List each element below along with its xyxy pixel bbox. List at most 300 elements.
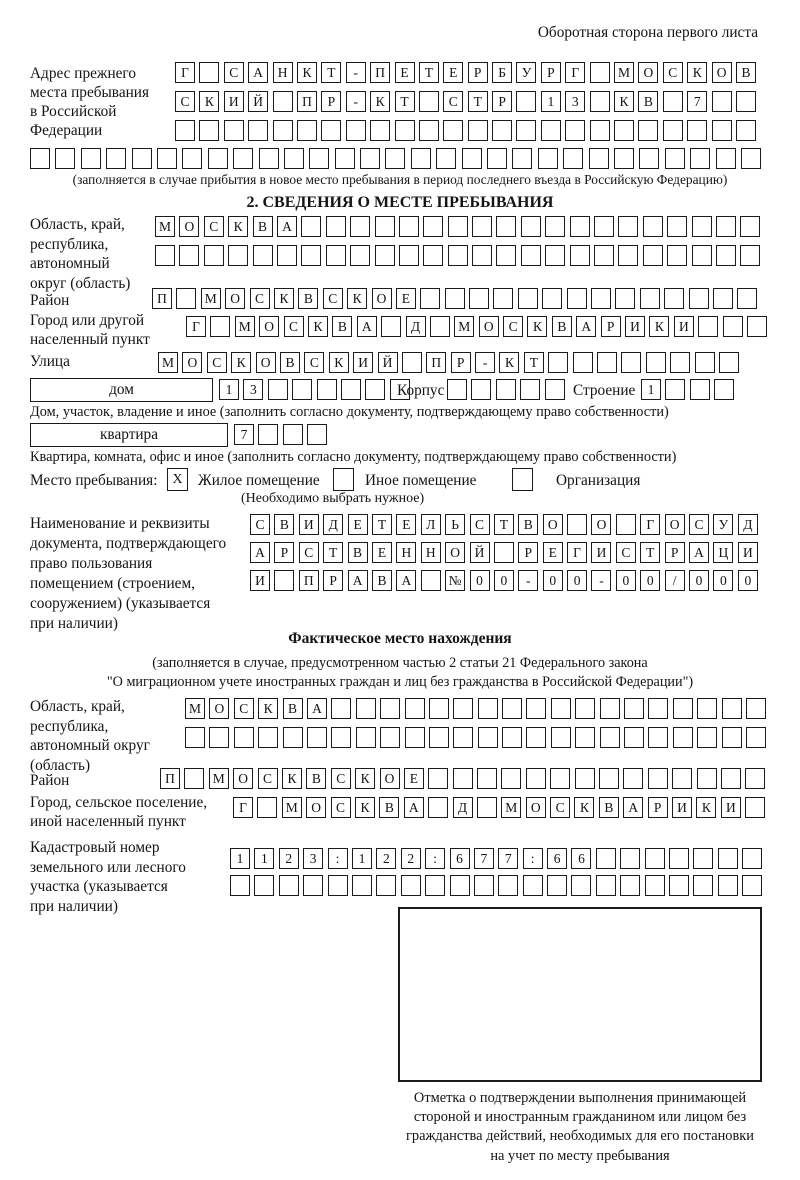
char-box [230,875,250,896]
char-box: О [665,514,685,535]
char-box: Д [406,316,426,337]
char-box: 6 [571,848,591,869]
char-box: С [443,91,463,112]
region2-row-1 [185,698,770,720]
char-box: М [235,316,255,337]
char-box: М [282,797,302,818]
char-box [81,148,101,169]
city-row [186,316,771,338]
char-box: С [331,797,351,818]
char-box [429,727,449,748]
char-box: О [209,698,229,719]
char-box: С [258,768,278,789]
char-box: Г [567,542,587,563]
char-box: С [250,514,270,535]
char-box: К [347,288,367,309]
organization-label: Организация [556,472,641,489]
cadastral-row-1 [230,848,767,870]
char-box [447,379,467,400]
char-box [589,148,609,169]
char-box: К [614,91,634,112]
char-box: 1 [219,379,239,400]
char-box [718,848,738,869]
char-box [448,245,468,266]
char-box: К [355,768,375,789]
char-box: 0 [640,570,660,591]
char-box: А [404,797,424,818]
char-box [697,727,717,748]
char-box [665,148,685,169]
char-box: Ь [445,514,465,535]
char-box [445,288,465,309]
char-box: А [277,216,297,237]
char-box: С [323,288,343,309]
char-box [423,216,443,237]
char-box [331,698,351,719]
char-box [616,514,636,535]
char-box: П [152,288,172,309]
char-box: Т [640,542,660,563]
char-box: О [591,514,611,535]
char-box: П [370,62,390,83]
char-box [742,875,762,896]
char-box [663,120,683,141]
char-box [567,514,587,535]
char-box: А [307,698,327,719]
char-box [590,120,610,141]
char-box [526,768,546,789]
char-box [472,216,492,237]
char-box [575,768,595,789]
char-box [526,727,546,748]
char-box [326,245,346,266]
char-box [736,91,756,112]
organization-checkbox [512,468,533,491]
char-box: К [199,91,219,112]
char-box [179,245,199,266]
char-box [716,148,736,169]
street-label: Улица [30,353,70,370]
char-box: Н [421,542,441,563]
char-box [381,316,401,337]
char-box: Д [453,797,473,818]
char-box: Б [492,62,512,83]
char-box [618,216,638,237]
char-box: С [503,316,523,337]
char-box [736,120,756,141]
char-box: В [306,768,326,789]
region-label: Область, край, республика, автономный округ (область) [30,216,131,292]
char-box [258,727,278,748]
char-box [283,727,303,748]
char-box [185,727,205,748]
char-box: В [379,797,399,818]
char-box [317,379,337,400]
char-box [667,245,687,266]
char-box: 1 [230,848,250,869]
char-box [614,120,634,141]
char-box [521,245,541,266]
char-box [575,698,595,719]
char-box [643,216,663,237]
residential-label: Жилое помещение [198,472,320,489]
char-box [184,768,204,789]
char-box [538,148,558,169]
char-box [719,352,739,373]
char-box [521,216,541,237]
char-box: И [250,570,270,591]
char-box: Н [273,62,293,83]
char-box: 3 [243,379,263,400]
district-row [152,288,762,310]
char-box: П [160,768,180,789]
char-box: М [454,316,474,337]
char-box: Т [494,514,514,535]
char-box: 2 [376,848,396,869]
char-box [303,875,323,896]
char-box [667,216,687,237]
char-box [450,875,470,896]
char-box [673,698,693,719]
char-box [199,120,219,141]
char-box [228,245,248,266]
char-box [175,120,195,141]
char-box [346,120,366,141]
char-box: 1 [254,848,274,869]
char-box: М [209,768,229,789]
prev-address-row-2 [175,91,760,113]
char-box [639,148,659,169]
char-box [670,352,690,373]
char-box [30,148,50,169]
apartment-number-row [234,424,332,446]
actual-location-heading: Фактическое место нахождения [288,630,512,647]
char-box: 6 [547,848,567,869]
char-box [425,875,445,896]
char-box: М [614,62,634,83]
char-box [623,768,643,789]
char-box [501,768,521,789]
char-box [279,875,299,896]
char-box: И [625,316,645,337]
char-box [248,120,268,141]
char-box [106,148,126,169]
char-box [380,727,400,748]
char-box: 3 [303,848,323,869]
char-box [224,120,244,141]
char-box: Р [274,542,294,563]
char-box: Г [640,514,660,535]
char-box [292,379,312,400]
char-box: Т [524,352,544,373]
char-box [405,698,425,719]
prev-address-row-4 [30,148,766,170]
char-box: С [616,542,636,563]
char-box: Л [421,514,441,535]
actual-location-caption-1: (заполняется в случае, предусмотренном частью 2 статьи 21 Федерального закона [152,655,648,671]
char-box: Н [396,542,416,563]
char-box [259,148,279,169]
char-box [690,379,710,400]
char-box: Г [565,62,585,83]
char-box [176,288,196,309]
char-box: А [576,316,596,337]
char-box: С [250,288,270,309]
prev-address-caption: (заполняется в случае прибытия в новое место пребывания в период последнего въезда в Российскую Федерацию) [72,172,728,187]
char-box [234,727,254,748]
char-box: Е [396,288,416,309]
char-box [573,352,593,373]
char-box [502,727,522,748]
char-box: - [475,352,495,373]
char-box [375,245,395,266]
char-box: У [713,514,733,535]
char-box [405,727,425,748]
char-box: О [259,316,279,337]
char-box [429,698,449,719]
char-box [352,875,372,896]
char-box [624,698,644,719]
char-box [360,148,380,169]
char-box [597,352,617,373]
char-box [254,875,274,896]
char-box [365,379,385,400]
char-box [182,148,202,169]
char-box: В [638,91,658,112]
house-type-box: дом [30,378,213,402]
district-label: Район [30,292,70,309]
char-box [448,216,468,237]
char-box [301,216,321,237]
char-box: С [689,514,709,535]
char-box [563,148,583,169]
char-box [669,875,689,896]
region2-row-2 [185,727,770,749]
char-box: В [599,797,619,818]
char-box [401,875,421,896]
char-box [297,120,317,141]
char-box: К [355,797,375,818]
char-box [740,216,760,237]
char-box [747,316,767,337]
char-box [714,379,734,400]
char-box: П [299,570,319,591]
char-box [132,148,152,169]
char-box [516,120,536,141]
char-box: О [638,62,658,83]
actual-location-caption-2: "О миграционном учете иностранных граждан и лиц без гражданства в Российской Федерации") [106,674,694,690]
char-box [646,352,666,373]
char-box: К [308,316,328,337]
char-box: Й [248,91,268,112]
char-box [640,288,660,309]
char-box: О [526,797,546,818]
char-box: К [649,316,669,337]
other-premises-label: Иное помещение [365,472,477,489]
char-box [570,216,590,237]
char-box: М [501,797,521,818]
char-box [402,352,422,373]
char-box: И [299,514,319,535]
char-box [453,768,473,789]
house-caption: Дом, участок, владение и иное (заполнить согласно документу, подтверждающему право собственности) [30,404,669,420]
char-box [620,875,640,896]
char-box: 3 [565,91,585,112]
char-box [385,148,405,169]
char-box [496,245,516,266]
char-box: 1 [641,379,661,400]
char-box [253,245,273,266]
char-box: 0 [494,570,514,591]
char-box [301,245,321,266]
char-box [722,727,742,748]
char-box [594,245,614,266]
region2-label: Область, край, республика, автономный округ (область) [30,698,150,774]
char-box: В [518,514,538,535]
char-box [550,768,570,789]
house-number-row [219,379,414,401]
char-box: Й [378,352,398,373]
char-box [356,698,376,719]
char-box: О [233,768,253,789]
char-box [55,148,75,169]
char-box [745,797,765,818]
char-box [477,768,497,789]
char-box [596,848,616,869]
char-box [594,216,614,237]
char-box [716,245,736,266]
char-box [436,148,456,169]
char-box: О [179,216,199,237]
document-label: Наименование и реквизиты документа, подтверждающего право пользования помещением (строением, сооружением) (указывается при наличии) [30,515,227,632]
char-box [693,875,713,896]
char-box [693,848,713,869]
char-box: 0 [543,570,563,591]
cadastral-row-2 [230,875,767,897]
char-box [621,352,641,373]
char-box [565,120,585,141]
other-premises-checkbox [333,468,354,491]
char-box: 2 [279,848,299,869]
char-box [277,245,297,266]
char-box: Г [175,62,195,83]
char-box: П [426,352,446,373]
char-box: - [591,570,611,591]
char-box [590,91,610,112]
char-box: М [201,288,221,309]
char-box: К [696,797,716,818]
char-box: Т [419,62,439,83]
char-box [737,288,757,309]
char-box [551,727,571,748]
char-box: В [736,62,756,83]
char-box: В [552,316,572,337]
char-box [516,91,536,112]
char-box: С [224,62,244,83]
char-box: Е [443,62,463,83]
document-row-3 [250,570,762,592]
char-box [591,288,611,309]
char-box: В [332,316,352,337]
char-box: С [284,316,304,337]
char-box: 7 [498,848,518,869]
char-box: А [623,797,643,818]
char-box [648,698,668,719]
char-box [453,727,473,748]
char-box [520,379,540,400]
char-box [208,148,228,169]
char-box: О [182,352,202,373]
char-box [477,797,497,818]
apartment-caption: Квартира, комната, офис и иное (заполнить согласно документу, подтверждающему право собственности) [30,449,677,465]
region-row-2 [155,245,765,267]
document-row-1 [250,514,762,536]
cadastral-label: Кадастровый номер земельного или лесного участка (указывается при наличии) [30,839,186,915]
document-row-2 [250,542,762,564]
char-box: П [297,91,317,112]
char-box: : [523,848,543,869]
char-box [596,875,616,896]
char-box: 0 [470,570,490,591]
char-box: 0 [616,570,636,591]
char-box [526,698,546,719]
char-box [547,875,567,896]
char-box [567,288,587,309]
char-box [745,768,765,789]
char-box [498,875,518,896]
char-box [712,120,732,141]
char-box: И [721,797,741,818]
char-box: И [353,352,373,373]
char-box: Г [186,316,206,337]
char-box [399,245,419,266]
char-box [502,698,522,719]
char-box [380,698,400,719]
char-box: № [445,570,465,591]
char-box [321,120,341,141]
char-box [614,148,634,169]
char-box: С [331,768,351,789]
char-box [326,216,346,237]
char-box: С [299,542,319,563]
char-box [690,148,710,169]
section2-heading: 2. СВЕДЕНИЯ О МЕСТЕ ПРЕБЫВАНИЯ [246,194,554,211]
char-box: О [445,542,465,563]
char-box: В [283,698,303,719]
char-box [689,288,709,309]
char-box [350,216,370,237]
char-box [742,848,762,869]
char-box [258,424,278,445]
char-box: О [479,316,499,337]
char-box: Р [601,316,621,337]
char-box [575,727,595,748]
char-box [698,316,718,337]
char-box [199,62,219,83]
korpus-row [447,379,569,401]
char-box [697,768,717,789]
char-box [590,62,610,83]
char-box: С [204,216,224,237]
char-box [716,216,736,237]
char-box [600,698,620,719]
char-box: О [306,797,326,818]
char-box [331,727,351,748]
city-label: Город или другой населенный пункт [30,312,150,348]
char-box [665,379,685,400]
char-box [430,316,450,337]
char-box [664,288,684,309]
